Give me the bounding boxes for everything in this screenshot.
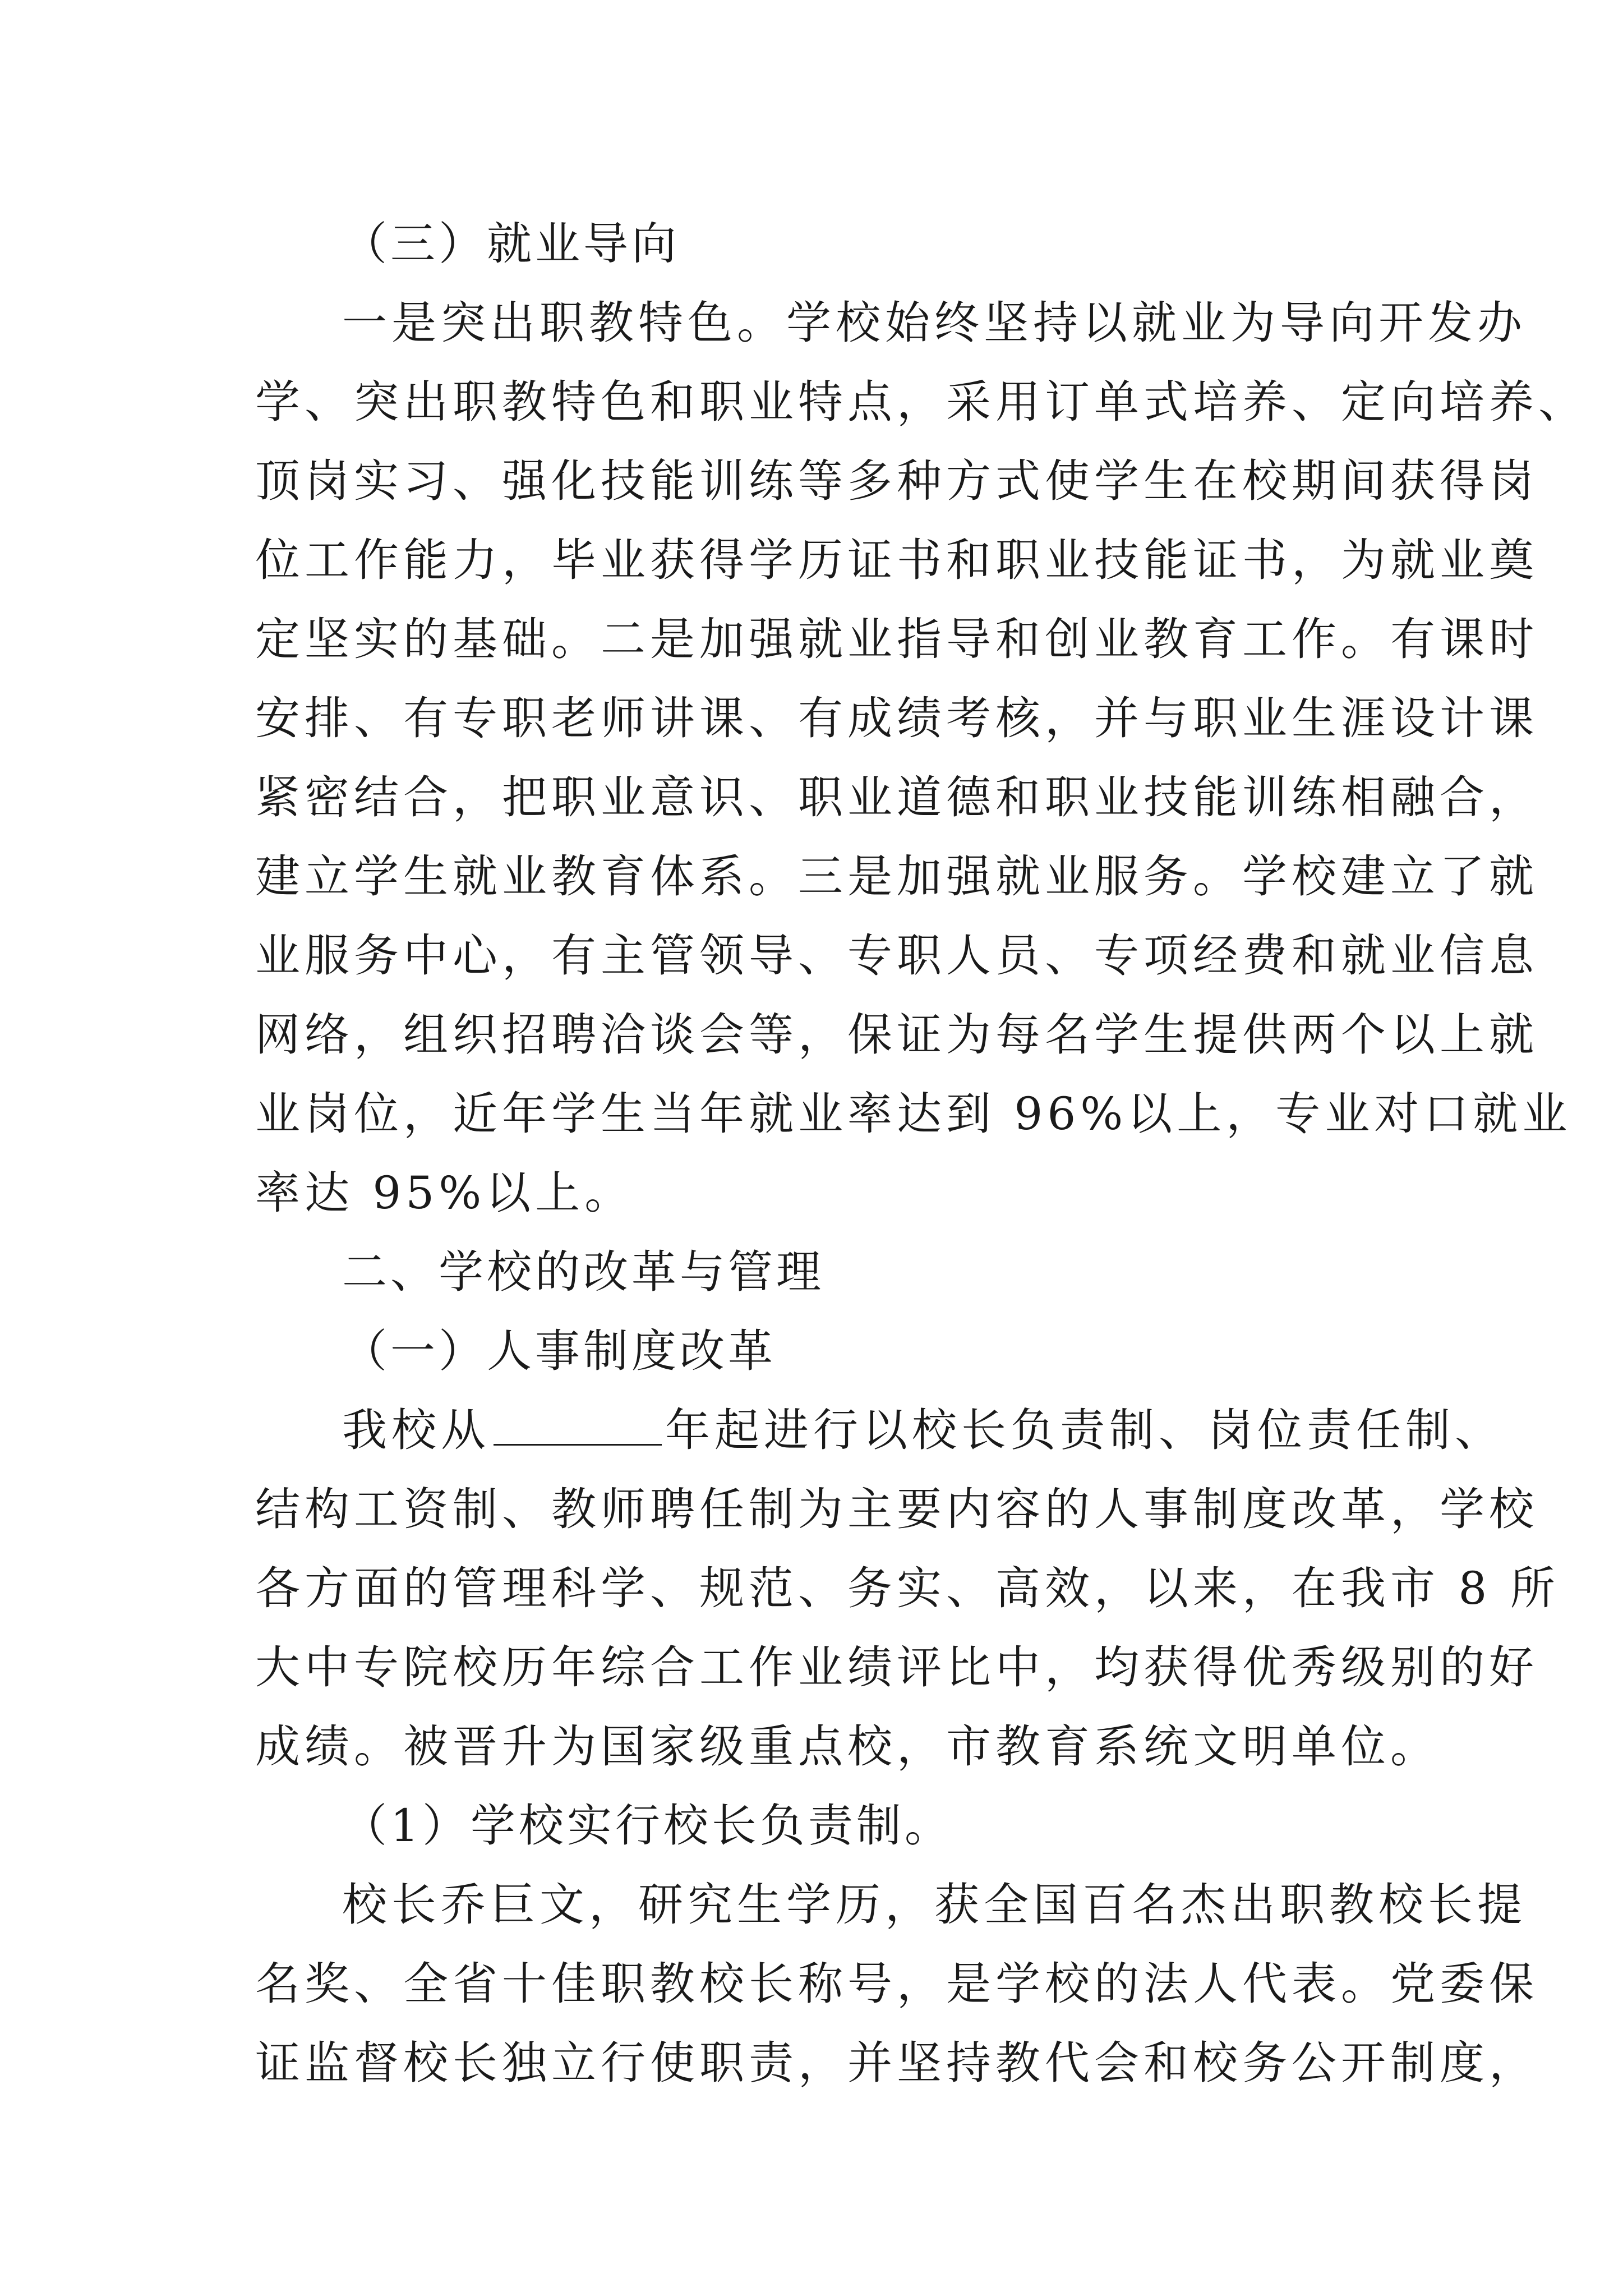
fill-in-blank bbox=[494, 1410, 662, 1446]
paragraph-line: 结构工资制、教师聘任制为主要内容的人事制度改革，学校 bbox=[255, 1483, 1538, 1535]
paragraph-line: 顶岗实习、强化技能训练等多种方式使学生在校期间获得岗 bbox=[255, 455, 1538, 507]
paragraph-fragment: 年起进行以校长负责制、岗位责任制、 bbox=[665, 1404, 1504, 1456]
paragraph-line: 学、突出职教特色和职业特点，采用订单式培养、定向培养、 bbox=[255, 376, 1588, 428]
paragraph-line: 定坚实的基础。二是加强就业指导和创业教育工作。有课时 bbox=[255, 613, 1538, 665]
paragraph-line: 大中专院校历年综合工作业绩评比中，均获得优秀级别的好 bbox=[255, 1641, 1538, 1694]
paragraph-line: 紧密结合，把职业意识、职业道德和职业技能训练相融合， bbox=[255, 771, 1538, 823]
paragraph-line: 各方面的管理科学、规范、务实、高效，以来，在我市 8 所 bbox=[255, 1562, 1560, 1614]
paragraph-line: 业岗位，近年学生当年就业率达到 96%以上，专业对口就业 bbox=[255, 1088, 1572, 1140]
paragraph-line: 业服务中心，有主管领导、专职人员、专项经费和就业信息 bbox=[255, 930, 1538, 982]
paragraph-line: 率达 95%以上。 bbox=[255, 1167, 634, 1219]
subsection-heading-personnel: （一）人事制度改革 bbox=[342, 1325, 776, 1377]
paragraph-line: 网络，组织招聘洽谈会等，保证为每名学生提供两个以上就 bbox=[255, 1009, 1538, 1061]
paragraph-line: 成绩。被晋升为国家级重点校，市教育系统文明单位。 bbox=[255, 1720, 1440, 1773]
paragraph-line: 名奖、全省十佳职教校长称号，是学校的法人代表。党委保 bbox=[255, 1958, 1538, 2010]
paragraph-line: 安排、有专职老师讲课、有成绩考核，并与职业生涯设计课 bbox=[255, 692, 1538, 744]
paragraph-line: 一是突出职教特色。学校始终坚持以就业为导向开发办 bbox=[342, 297, 1527, 349]
subsection-heading-principal: （1）学校实行校长负责制。 bbox=[342, 1800, 953, 1852]
section-heading-employment: （三）就业导向 bbox=[342, 218, 680, 270]
paragraph-line: 校长乔巨文，研究生学历，获全国百名杰出职教校长提 bbox=[342, 1879, 1527, 1931]
paragraph-line: 证监督校长独立行使职责，并坚持教代会和校务公开制度， bbox=[255, 2037, 1538, 2089]
section-heading-reform: 二、学校的改革与管理 bbox=[342, 1246, 824, 1298]
paragraph-fragment: 我校从 bbox=[342, 1404, 490, 1456]
paragraph-line: 位工作能力，毕业获得学历证书和职业技能证书，为就业奠 bbox=[255, 534, 1538, 586]
paragraph-line-with-blank bbox=[342, 1391, 1504, 1470]
paragraph-line: 建立学生就业教育体系。三是加强就业服务。学校建立了就 bbox=[255, 850, 1538, 903]
